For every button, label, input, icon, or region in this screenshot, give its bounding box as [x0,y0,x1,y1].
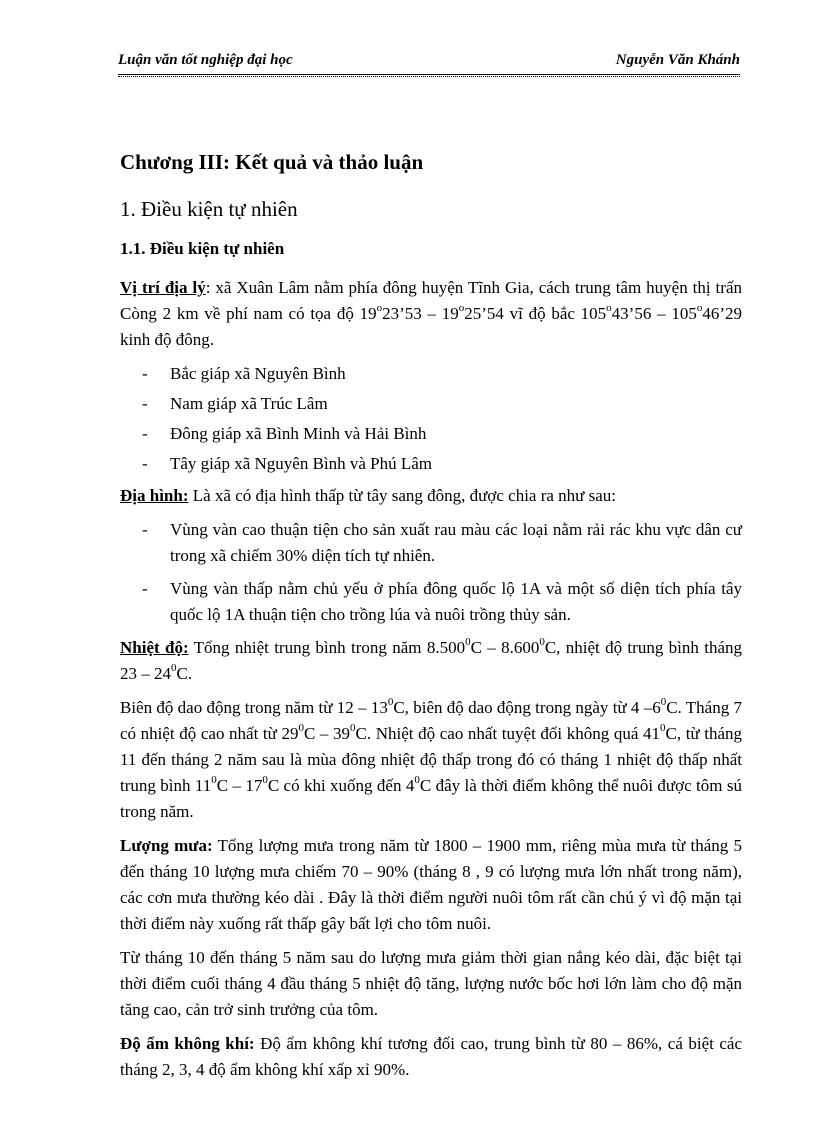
degree-sup: o [376,302,383,315]
subsection-title: 1.1. Điều kiện tự nhiên [120,239,285,258]
paragraph-dry-season: Từ tháng 10 đến tháng 5 năm sau do lượng mưa giảm thời gian nắng kéo dài, đặc biệt tại thời điểm cuối tháng 4 đầu tháng 5 nhiệt độ tăng, lượng nước bốc hơi lớn làm cho độ mặn tăng cao, cản trở sinh trưởng của tôm. [120,948,742,1019]
degree-sup: 0 [350,722,356,735]
border-list [120,361,742,477]
amplitude-text: C. Tháng 7 có nhiệt độ cao nhất từ 29 [120,698,742,743]
terrain-low-land: Vùng vàn thấp nằm chủ yếu ở phía đông quốc lộ 1A và một số diện tích phía tây quốc lộ 1A thuận tiện cho trồng lúa và nuôi trồng thủy sản. [170,579,742,624]
terrain-list [120,517,742,628]
header-thesis-label: Luận văn tốt nghiệp đại học [118,52,293,68]
rainfall-text: Tổng lượng mưa trong năm từ 1800 – 1900 mm, riêng mùa mưa từ tháng 5 đến tháng 10 lượng mưa chiếm 70 – 90% (tháng 8 , 9 có lượng mưa lớn nhất trong năm), các cơn mưa thường kéo dài . Đây là thời điểm người nuôi tôm rất cần chú ý vì độ mặn tại thời điểm này xuống rất thấp gây bất lợi cho tôm nuôi. [120,836,742,933]
temperature-text: C. [176,664,193,683]
degree-sup: o [696,302,703,315]
terrain-label: Địa hình: [120,486,189,505]
paragraph-humidity [120,1031,742,1083]
location-text: 43’56 – 105 [611,304,697,323]
location-label: Vị trí địa lý [120,278,206,297]
paragraph-rainfall [120,833,742,937]
list-item: - Nam giáp xã Trúc Lâm [142,394,328,413]
list-item: - Vùng vàn thấp nằm chủ yếu ở phía đông quốc lộ 1A và một số diện tích phía tây quốc lộ 1A thuận tiện cho trồng lúa và nuôi trồng thủy sản. [142,579,742,624]
degree-sup: o [458,302,465,315]
rainfall-label: Lượng mưa: [120,836,213,855]
degree-sup: 0 [660,696,667,709]
border-east: Đông giáp xã Bình Minh và Hải Bình [170,424,427,443]
border-north: Bắc giáp xã Nguyên Bình [170,364,346,383]
paragraph-temperature [120,635,742,687]
humidity-text: Độ ẩm không khí tương đối cao, trung bình từ 80 – 86%, cá biệt các tháng 2, 3, 4 độ ẩm không khí xấp xỉ 90%. [120,1034,742,1079]
list-item: - Đông giáp xã Bình Minh và Hải Bình [142,424,427,443]
chapter-title: Chương III: Kết quả và thảo luận [120,150,424,174]
amplitude-text: C – 39 [303,724,351,743]
paragraph-terrain [120,483,742,509]
list-item: - Tây giáp xã Nguyên Bình và Phú Lâm [142,454,433,473]
humidity-label: Độ ẩm không khí: [120,1034,255,1053]
running-header [118,48,740,78]
degree-sup: o [606,302,612,315]
degree-sup: 0 [211,774,217,787]
degree-sup: 0 [414,774,420,787]
amplitude-text: C, biên độ dao động trong ngày từ 4 –6 [393,698,661,717]
section-title: 1. Điều kiện tự nhiên [120,197,298,221]
location-text: 25’54 vĩ độ bắc 105 [464,304,607,323]
header-rule [118,74,740,75]
amplitude-text: C có khi xuống đến 4 [267,776,415,795]
header-rule-dotted [118,76,740,77]
amplitude-text: C đây là thời điểm không thể nuôi được tôm sú trong năm. [120,776,742,821]
terrain-high-land: Vùng vàn cao thuận tiện cho sản xuất rau màu các loại nằm rải rác khu vực dân cư trong xã chiếm 30% diện tích tự nhiên. [170,520,742,565]
page-content [120,150,742,1091]
list-item: - Bắc giáp xã Nguyên Bình [142,364,346,383]
amplitude-text: Biên độ dao động trong năm từ 12 – 13 [120,698,388,717]
amplitude-text: C. Nhiệt độ cao nhất tuyệt đối không quá 41 [355,724,660,743]
degree-sup: 0 [298,722,304,735]
degree-sup: 0 [465,636,471,649]
location-text: 46’29 kinh độ đông. [120,304,742,349]
border-west: Tây giáp xã Nguyên Bình và Phú Lâm [170,454,433,473]
paragraph-amplitude [120,695,742,825]
degree-sup: 0 [539,636,545,649]
degree-sup: 0 [660,722,666,735]
amplitude-text: C – 17 [216,776,263,795]
amplitude-text: C, từ tháng 11 đến tháng 2 năm sau là mùa đông nhiệt độ thấp trong đó có tháng 1 nhiệt độ thấp nhất trung bình 11 [120,724,743,795]
list-item: - Vùng vàn cao thuận tiện cho sản xuất rau màu các loại nằm rải rác khu vực dân cư trong xã chiếm 30% diện tích tự nhiên. [142,520,742,565]
temperature-text: C – 8.600 [470,638,540,657]
temperature-label: Nhiệt độ: [120,638,189,657]
degree-sup: 0 [262,774,268,787]
location-text: : xã Xuân Lâm nằm phía đông huyện Tĩnh Gia, cách trung tâm huyện thị trấn Còng 2 km về phí nam có tọa độ 19 [120,278,742,323]
paragraph-location [120,275,742,353]
terrain-text: Là xã có địa hình thấp từ tây sang đông, được chia ra như sau: [188,486,617,505]
degree-sup: 0 [387,696,394,709]
temperature-text: C, nhiệt độ trung bình tháng 23 – 24 [120,638,742,683]
degree-sup: 0 [171,662,177,675]
header-author-name: Nguyễn Văn Khánh [615,52,740,68]
location-text: 23’53 – 19 [382,304,459,323]
temperature-text: Tổng nhiệt trung bình trong năm 8.500 [188,638,466,657]
border-south: Nam giáp xã Trúc Lâm [170,394,328,413]
